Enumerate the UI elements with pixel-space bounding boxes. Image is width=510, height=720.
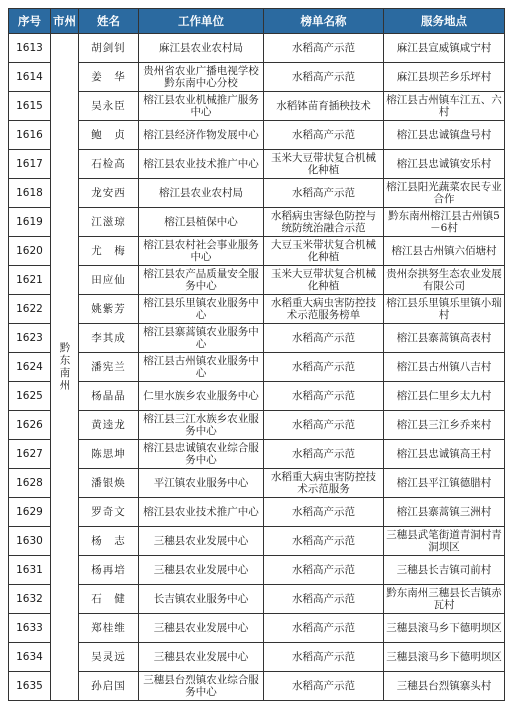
cell-list: 水稻重大病虫害防控技术示范服务榜单	[264, 295, 384, 324]
cell-place: 三穗县武笔街道青洞村青洞坝区	[384, 527, 505, 556]
cell-list: 水稻高产示范	[264, 121, 384, 150]
cell-name: 潘宪兰	[79, 353, 139, 382]
table-row	[9, 208, 505, 237]
cell-name: 吴永臣	[79, 92, 139, 121]
table-row	[9, 34, 505, 63]
cell-no: 1622	[9, 295, 51, 324]
cell-unit: 三穗县农业发展中心	[139, 643, 264, 672]
table-row	[9, 527, 505, 556]
cell-place: 三穗县长吉镇司前村	[384, 556, 505, 585]
cell-name: 黄逵龙	[79, 411, 139, 440]
cell-no: 1627	[9, 440, 51, 469]
cell-unit: 榕江县农村社会事业服务中心	[139, 237, 264, 266]
cell-unit: 长吉镇农业服务中心	[139, 585, 264, 614]
table-row	[9, 556, 505, 585]
cell-list: 水稻重大病虫害防控技术示范服务	[264, 469, 384, 498]
cell-list: 水稻高产示范	[264, 440, 384, 469]
cell-name: 石 健	[79, 585, 139, 614]
cell-no: 1614	[9, 63, 51, 92]
cell-list: 水稻高产示范	[264, 614, 384, 643]
cell-list: 水稻高产示范	[264, 643, 384, 672]
table-header	[9, 9, 505, 34]
cell-list: 水稻高产示范	[264, 672, 384, 701]
header-place: 服务地点	[384, 9, 505, 34]
cell-name: 江滋琼	[79, 208, 139, 237]
cell-place: 榕江县忠诚镇安乐村	[384, 150, 505, 179]
table-row	[9, 266, 505, 295]
cell-city: 黔东南州	[51, 34, 79, 701]
table-row	[9, 643, 505, 672]
cell-place: 三穗县滚马乡下德明坝区	[384, 614, 505, 643]
header-unit: 工作单位	[139, 9, 264, 34]
cell-list: 玉米大豆带状复合机械化种植	[264, 150, 384, 179]
cell-no: 1633	[9, 614, 51, 643]
cell-place: 黔东南州榕江县古州镇5－6村	[384, 208, 505, 237]
cell-name: 石检高	[79, 150, 139, 179]
cell-unit: 榕江县古州镇农业服务中心	[139, 353, 264, 382]
cell-name: 孙启国	[79, 672, 139, 701]
cell-no: 1630	[9, 527, 51, 556]
cell-list: 水稻钵苗育插秧技术	[264, 92, 384, 121]
cell-no: 1616	[9, 121, 51, 150]
cell-list: 大豆玉米带状复合机械化种植	[264, 237, 384, 266]
cell-place: 三穗县台烈镇寨头村	[384, 672, 505, 701]
cell-name: 罗奇文	[79, 498, 139, 527]
cell-no: 1623	[9, 324, 51, 353]
cell-place: 榕江县古州镇车江五、六村	[384, 92, 505, 121]
cell-unit: 仁里水族乡农业服务中心	[139, 382, 264, 411]
cell-unit: 麻江县农业农村局	[139, 34, 264, 63]
cell-list: 水稻高产示范	[264, 382, 384, 411]
cell-unit: 榕江县经济作物发展中心	[139, 121, 264, 150]
cell-name: 田应仙	[79, 266, 139, 295]
table-body	[9, 34, 505, 701]
cell-name: 鲍 贞	[79, 121, 139, 150]
cell-no: 1635	[9, 672, 51, 701]
cell-name: 姚紫芳	[79, 295, 139, 324]
cell-no: 1624	[9, 353, 51, 382]
table-row	[9, 469, 505, 498]
cell-unit: 榕江县农产品质量安全服务中心	[139, 266, 264, 295]
cell-unit: 三穗县农业发展中心	[139, 614, 264, 643]
cell-no: 1629	[9, 498, 51, 527]
cell-name: 姜 华	[79, 63, 139, 92]
cell-name: 郑桂维	[79, 614, 139, 643]
cell-list: 玉米大豆带状复合机械化种植	[264, 266, 384, 295]
cell-place: 榕江县寨蒿镇三洲村	[384, 498, 505, 527]
cell-no: 1613	[9, 34, 51, 63]
cell-place: 贵州奈拱努生态农业发展有限公司	[384, 266, 505, 295]
table-row	[9, 150, 505, 179]
cell-unit: 榕江县三江水族乡农业服务中心	[139, 411, 264, 440]
cell-unit: 三穗县农业发展中心	[139, 556, 264, 585]
table-row	[9, 411, 505, 440]
cell-unit: 平江镇农业服务中心	[139, 469, 264, 498]
cell-place: 榕江县乐里镇乐里镇小瑞村	[384, 295, 505, 324]
cell-list: 水稻高产示范	[264, 556, 384, 585]
cell-place: 榕江县古州镇八吉村	[384, 353, 505, 382]
cell-place: 麻江县坝芒乡乐坪村	[384, 63, 505, 92]
cell-place: 三穗县滚马乡下德明坝区	[384, 643, 505, 672]
cell-name: 尤 梅	[79, 237, 139, 266]
cell-no: 1618	[9, 179, 51, 208]
cell-name: 杨再培	[79, 556, 139, 585]
cell-place: 榕江县三江乡乔来村	[384, 411, 505, 440]
cell-list: 水稻高产示范	[264, 324, 384, 353]
cell-unit: 贵州省农业广播电视学校黔东南中心分校	[139, 63, 264, 92]
table-row	[9, 324, 505, 353]
table-row	[9, 353, 505, 382]
cell-no: 1628	[9, 469, 51, 498]
cell-no: 1634	[9, 643, 51, 672]
cell-no: 1617	[9, 150, 51, 179]
header-no: 序号	[9, 9, 51, 34]
header-city: 市州	[51, 9, 79, 34]
table-row	[9, 382, 505, 411]
cell-list: 水稻高产示范	[264, 498, 384, 527]
cell-place: 榕江县忠诚镇盘号村	[384, 121, 505, 150]
cell-unit: 榕江县寨蒿镇农业服务中心	[139, 324, 264, 353]
table-row	[9, 585, 505, 614]
cell-name: 龙安西	[79, 179, 139, 208]
cell-list: 水稻高产示范	[264, 63, 384, 92]
table-row	[9, 237, 505, 266]
cell-no: 1632	[9, 585, 51, 614]
cell-place: 榕江县平江镇德腊村	[384, 469, 505, 498]
cell-name: 胡剑钊	[79, 34, 139, 63]
cell-name: 李其成	[79, 324, 139, 353]
cell-unit: 榕江县农业农村局	[139, 179, 264, 208]
cell-no: 1631	[9, 556, 51, 585]
cell-place: 榕江县古州镇六佰塘村	[384, 237, 505, 266]
cell-no: 1615	[9, 92, 51, 121]
cell-list: 水稻高产示范	[264, 585, 384, 614]
table-row	[9, 614, 505, 643]
cell-place: 榕江县阳光蔬菜农民专业合作	[384, 179, 505, 208]
cell-unit: 榕江县农业技术推广中心	[139, 150, 264, 179]
cell-unit: 榕江县农业技术推广中心	[139, 498, 264, 527]
cell-list: 水稻高产示范	[264, 34, 384, 63]
table-row	[9, 672, 505, 701]
cell-no: 1626	[9, 411, 51, 440]
cell-name: 潘银焕	[79, 469, 139, 498]
cell-unit: 榕江县植保中心	[139, 208, 264, 237]
cell-list: 水稻高产示范	[264, 527, 384, 556]
cell-no: 1621	[9, 266, 51, 295]
cell-name: 陈思坤	[79, 440, 139, 469]
table-row	[9, 121, 505, 150]
cell-unit: 榕江县忠诚镇农业综合服务中心	[139, 440, 264, 469]
header-row	[9, 9, 505, 34]
cell-name: 杨 志	[79, 527, 139, 556]
header-name: 姓名	[79, 9, 139, 34]
cell-no: 1625	[9, 382, 51, 411]
cell-no: 1620	[9, 237, 51, 266]
cell-list: 水稻高产示范	[264, 353, 384, 382]
table-row	[9, 440, 505, 469]
cell-name: 吴灵远	[79, 643, 139, 672]
table-row	[9, 498, 505, 527]
cell-unit: 榕江县农业机械推广服务中心	[139, 92, 264, 121]
cell-list: 水稻病虫害绿色防控与统防统治融合示范	[264, 208, 384, 237]
cell-place: 榕江县仁里乡太九村	[384, 382, 505, 411]
header-list: 榜单名称	[264, 9, 384, 34]
cell-place: 榕江县忠诚镇高王村	[384, 440, 505, 469]
cell-unit: 三穗县台烈镇农业综合服务中心	[139, 672, 264, 701]
expert-roster-table	[8, 8, 505, 701]
cell-place: 榕江县寨蒿镇高表村	[384, 324, 505, 353]
cell-name: 杨晶晶	[79, 382, 139, 411]
table-row	[9, 179, 505, 208]
cell-no: 1619	[9, 208, 51, 237]
cell-place: 麻江县宣威镇咸宁村	[384, 34, 505, 63]
cell-list: 水稻高产示范	[264, 179, 384, 208]
table-row	[9, 92, 505, 121]
table-row	[9, 295, 505, 324]
cell-list: 水稻高产示范	[264, 411, 384, 440]
cell-unit: 三穗县农业发展中心	[139, 527, 264, 556]
table-row	[9, 63, 505, 92]
cell-place: 黔东南州三穗县长吉镇赤瓦村	[384, 585, 505, 614]
cell-unit: 榕江县乐里镇农业服务中心	[139, 295, 264, 324]
